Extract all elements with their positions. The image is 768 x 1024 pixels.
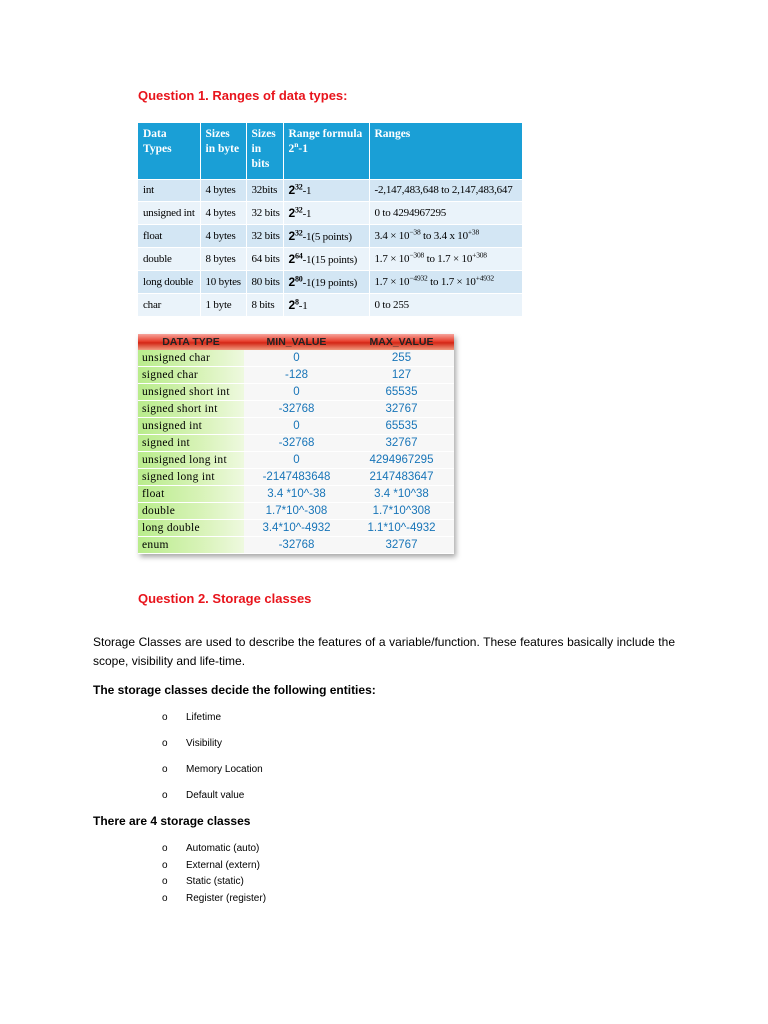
formula-rest: -1(5 points) (302, 231, 352, 244)
cell-range (369, 294, 522, 316)
formula-rest: -1 (302, 208, 312, 221)
list-item (162, 711, 263, 737)
cell-range-formula (283, 202, 369, 225)
formula-exponent: 64 (294, 251, 303, 261)
list-item-text: Register (register) (186, 892, 267, 904)
cell-range-formula (283, 271, 369, 294)
cell-max-value: 65535 (349, 418, 454, 435)
table-row (138, 486, 454, 503)
cell-max-value: 1.1*10^-4932 (349, 520, 454, 537)
range-low: 1.7 × 10 (374, 253, 410, 266)
range-low-exponent: −38 (409, 227, 421, 237)
intro-paragraph: Storage Classes are used to describe the features of a variable/function. These features basically include the scope, visibility and life-time. (93, 635, 675, 668)
cell-min-value: -32768 (244, 537, 349, 554)
table-header-row (138, 123, 522, 179)
header-ranges: Ranges (369, 123, 522, 179)
list-item (162, 763, 263, 789)
list-item-text: Default value (186, 790, 245, 801)
table-header-row (138, 334, 454, 350)
header-range-formula (283, 123, 369, 179)
table-row (138, 202, 522, 225)
cell-data-type: enum (138, 537, 244, 554)
cell-data-type: long double (138, 271, 200, 294)
formula-exponent: 32 (294, 228, 303, 238)
cell-max-value: 32767 (349, 435, 454, 452)
formula-rest: -1 (298, 300, 308, 313)
table-row (138, 271, 522, 294)
header-data-type: DATA TYPE (138, 334, 244, 350)
cell-data-type: signed char (138, 367, 244, 384)
formula-base: 2 (288, 206, 295, 221)
cell-data-type: double (138, 248, 200, 271)
cell-data-type: signed short int (138, 401, 244, 418)
table-row (138, 452, 454, 469)
cell-size-bytes: 8 bytes (200, 248, 246, 271)
formula-base: 2 (288, 183, 295, 198)
cell-max-value: 127 (349, 367, 454, 384)
table-row (138, 225, 522, 248)
cell-min-value: -128 (244, 367, 349, 384)
bullet-marker: o (162, 764, 168, 775)
cell-max-value: 32767 (349, 401, 454, 418)
formula-base: 2 (288, 229, 295, 244)
question-2-title: Question 2. Storage classes (138, 591, 312, 606)
cell-data-type: unsigned short int (138, 384, 244, 401)
cell-range-formula (283, 294, 369, 316)
bullet-marker: o (162, 790, 168, 801)
table-row (138, 520, 454, 537)
cell-size-bits: 64 bits (246, 248, 283, 271)
list-item-text: Automatic (auto) (186, 843, 260, 854)
storage-classes-list (162, 842, 266, 908)
formula-exponent: 8 (294, 297, 299, 307)
cell-size-bytes: 1 byte (200, 294, 246, 316)
cell-max-value: 1.7*10^308 (349, 503, 454, 520)
formula-rest: -1(19 points) (302, 277, 358, 290)
cell-min-value: 3.4 *10^-38 (244, 486, 349, 503)
cell-min-value: -2147483648 (244, 469, 349, 486)
cell-data-type: float (138, 486, 244, 503)
formula-rest: -1 (302, 185, 312, 198)
header-formula-expression: 2$^n$-1 (288, 140, 309, 155)
cell-range-formula (283, 225, 369, 248)
bullet-marker: o (162, 859, 168, 871)
list-item (162, 859, 266, 876)
cell-min-value: 1.7*10^-308 (244, 503, 349, 520)
table-row (138, 418, 454, 435)
bullet-marker: o (162, 738, 168, 749)
formula-exponent: 32 (294, 182, 303, 192)
cell-min-value: 0 (244, 350, 349, 367)
table-row (138, 294, 522, 316)
list-item-text: Visibility (186, 738, 222, 749)
list-item (162, 875, 266, 892)
list-item (162, 737, 263, 763)
cell-max-value: 4294967295 (349, 452, 454, 469)
cell-max-value: 65535 (349, 384, 454, 401)
cell-min-value: 0 (244, 452, 349, 469)
list-item (162, 789, 263, 815)
formula-base: 2 (288, 252, 295, 267)
cell-data-type: long double (138, 520, 244, 537)
cell-data-type: signed int (138, 435, 244, 452)
cell-min-value: 0 (244, 418, 349, 435)
question-1-title: Question 1. Ranges of data types: (138, 88, 348, 103)
range-high: to 1.7 × 10 (427, 276, 476, 289)
cell-data-type: unsigned long int (138, 452, 244, 469)
table-row (138, 469, 454, 486)
list-item-text: Static (static) (186, 876, 244, 887)
table-row (138, 384, 454, 401)
classes-heading: There are 4 storage classes (93, 814, 251, 828)
bullet-marker: o (162, 843, 168, 854)
cell-range (369, 248, 522, 271)
cell-min-value: 0 (244, 384, 349, 401)
cell-size-bytes: 4 bytes (200, 202, 246, 225)
range-high-exponent: +4932 (475, 273, 494, 283)
cell-data-type: unsigned int (138, 202, 200, 225)
cell-size-bytes: 10 bytes (200, 271, 246, 294)
list-item (162, 842, 266, 859)
cell-min-value: -32768 (244, 435, 349, 452)
table-row (138, 537, 454, 554)
cell-size-bits: 8 bits (246, 294, 283, 316)
range-text: 0 to 255 (374, 299, 409, 312)
range-text: -2,147,483,648 to 2,147,483,647 (374, 184, 513, 197)
formula-exponent: 80 (294, 274, 303, 284)
range-low: 1.7 × 10 (374, 276, 410, 289)
cell-size-bits: 32bits (246, 179, 283, 202)
cell-min-value: 3.4*10^-4932 (244, 520, 349, 537)
header-max-value: MAX_VALUE (349, 334, 454, 350)
cell-range-formula (283, 248, 369, 271)
cell-max-value: 2147483647 (349, 469, 454, 486)
min-max-values-table (138, 334, 454, 554)
header-range-formula-label: Range formula (288, 128, 363, 140)
cell-size-bytes: 4 bytes (200, 225, 246, 248)
cell-data-type: float (138, 225, 200, 248)
cell-max-value: 32767 (349, 537, 454, 554)
cell-data-type: int (138, 179, 200, 202)
cell-range-formula (283, 179, 369, 202)
cell-data-type: unsigned int (138, 418, 244, 435)
list-item-text: Lifetime (186, 712, 222, 723)
bullet-marker: o (162, 876, 168, 887)
table-row (138, 401, 454, 418)
bullet-marker: o (162, 892, 168, 904)
cell-size-bytes: 4 bytes (200, 179, 246, 202)
cell-range (369, 225, 522, 248)
data-types-table-image (138, 123, 522, 316)
table-row (138, 350, 454, 367)
formula-base: 2 (288, 275, 295, 290)
cell-size-bits: 80 bits (246, 271, 283, 294)
formula-base: 2 (288, 298, 295, 313)
cell-data-type: unsigned char (138, 350, 244, 367)
list-item-text: External (extern) (186, 859, 260, 871)
cell-max-value: 255 (349, 350, 454, 367)
range-high: to 3.4 x 10 (420, 230, 468, 243)
table-row (138, 435, 454, 452)
bullet-marker: o (162, 712, 168, 723)
list-item (162, 892, 266, 909)
range-text: 0 to 4294967295 (374, 207, 447, 220)
cell-range (369, 179, 522, 202)
list-item-text: Memory Location (186, 764, 263, 775)
table-row (138, 503, 454, 520)
cell-min-value: -32768 (244, 401, 349, 418)
table-row (138, 367, 454, 384)
min-max-table-image (138, 334, 454, 554)
entities-list (162, 711, 263, 815)
cell-data-type: double (138, 503, 244, 520)
formula-exponent: 32 (294, 205, 303, 215)
cell-range (369, 202, 522, 225)
header-data-types: Data Types (138, 123, 200, 179)
cell-data-type: signed long int (138, 469, 244, 486)
range-high-exponent: +38 (467, 227, 480, 237)
header-sizes-byte: Sizes in byte (200, 123, 246, 179)
data-types-ranges-table (138, 123, 522, 316)
header-min-value: MIN_VALUE (244, 334, 349, 350)
range-low-exponent: −308 (409, 250, 425, 260)
cell-max-value: 3.4 *10^38 (349, 486, 454, 503)
range-high-exponent: +308 (472, 250, 487, 260)
entities-heading: The storage classes decide the following entities: (93, 683, 376, 697)
cell-size-bits: 32 bits (246, 225, 283, 248)
cell-data-type: char (138, 294, 200, 316)
table-row (138, 248, 522, 271)
range-low-exponent: −4932 (409, 273, 428, 283)
cell-size-bits: 32 bits (246, 202, 283, 225)
header-sizes-bits: Sizes in bits (246, 123, 283, 179)
cell-range (369, 271, 522, 294)
range-low: 3.4 × 10 (374, 230, 410, 243)
table-row (138, 179, 522, 202)
formula-rest: -1(15 points) (302, 254, 358, 267)
range-high: to 1.7 × 10 (424, 253, 473, 266)
